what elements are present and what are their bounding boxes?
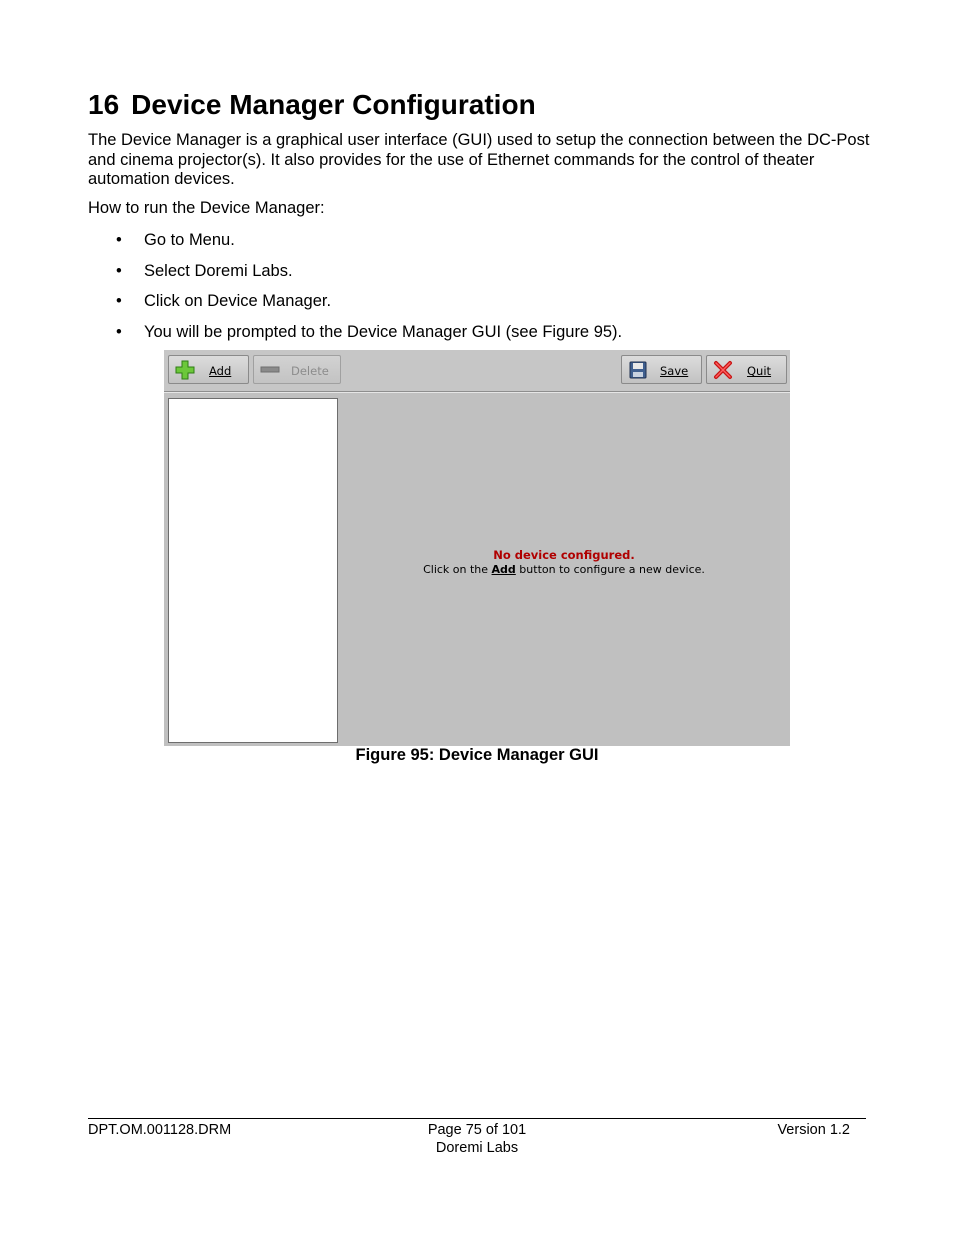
empty-state-title: No device configured. <box>493 548 635 562</box>
footer-divider <box>88 1118 866 1119</box>
delete-button[interactable] <box>253 355 341 384</box>
footer-version: Version 1.2 <box>777 1122 850 1138</box>
list-item <box>116 230 235 250</box>
section-number: 16 <box>88 89 120 120</box>
list-item-text: Go to Menu. <box>144 231 235 249</box>
how-to-paragraph: How to run the Device Manager: <box>88 199 325 217</box>
add-button[interactable] <box>168 355 249 384</box>
plus-icon <box>175 360 195 380</box>
close-icon <box>713 360 733 380</box>
device-list[interactable] <box>168 398 338 743</box>
list-item <box>116 322 622 342</box>
add-button-label: Add <box>209 364 232 378</box>
quit-button[interactable] <box>706 355 787 384</box>
footer-doc-id: DPT.OM.001128.DRM <box>88 1122 232 1138</box>
bullet-icon: • <box>116 262 122 280</box>
list-item <box>116 261 293 281</box>
save-button[interactable] <box>621 355 702 384</box>
section-title: Device Manager Configuration <box>131 89 536 120</box>
device-manager-window <box>164 350 790 746</box>
delete-button-label: Delete <box>291 364 329 378</box>
save-button-label: Save <box>660 364 689 378</box>
list-item-text: Click on Device Manager. <box>144 292 332 310</box>
list-item-text: Select Doremi Labs. <box>144 262 293 280</box>
footer-company: Doremi Labs <box>435 1140 519 1156</box>
bullet-icon: • <box>116 292 122 310</box>
toolbar-divider <box>164 392 790 393</box>
toolbar <box>164 350 790 392</box>
figure-caption: Figure 95: Device Manager GUI <box>355 746 599 764</box>
bullet-icon: • <box>116 231 122 249</box>
empty-state-hint <box>338 563 790 576</box>
section-heading <box>88 86 536 124</box>
floppy-disk-icon <box>628 360 648 380</box>
intro-paragraph: The Device Manager is a graphical user interface (GUI) used to setup the connection between the DC-Post and cinema projector(s). It also provides for the use of Ethernet commands for the control of theater automation devices. <box>88 131 870 189</box>
footer-page-number: Page 75 of 101 <box>427 1122 527 1138</box>
empty-state-hint-pre: Click on the <box>423 563 492 576</box>
empty-state-hint-add: Add <box>491 563 516 576</box>
minus-icon <box>260 360 280 380</box>
quit-button-label: Quit <box>747 364 772 378</box>
bullet-icon: • <box>116 323 122 341</box>
empty-state-hint-post: button to configure a new device. <box>515 563 705 576</box>
list-item-text: You will be prompted to the Device Manager GUI (see Figure 95). <box>144 323 623 341</box>
list-item <box>116 291 331 311</box>
